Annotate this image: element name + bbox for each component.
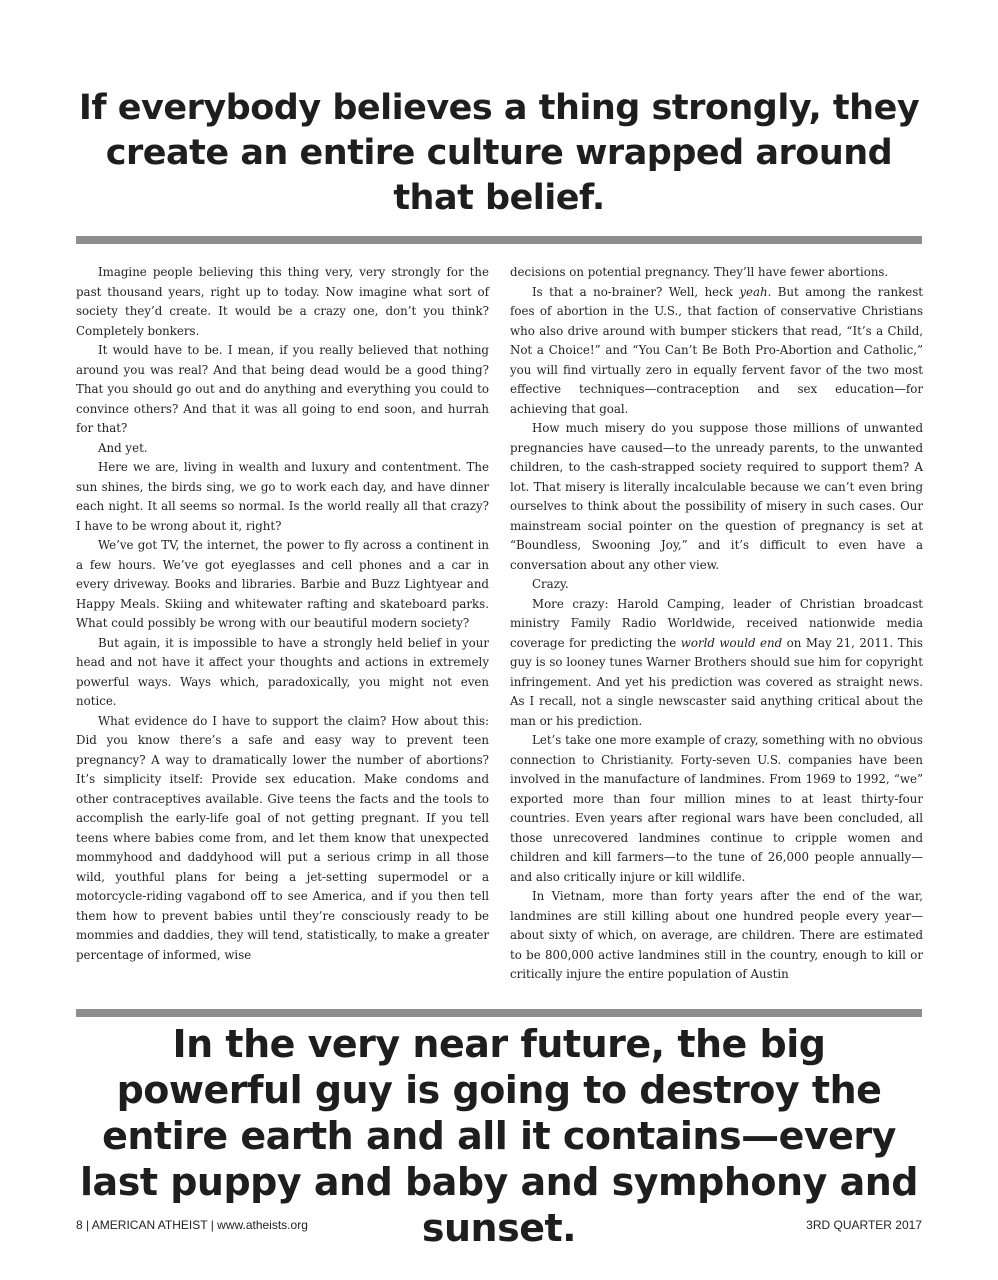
paragraph: We’ve got TV, the internet, the power to fly across a continent in a few hours. We’ve got eyeglasses and cell phones and a car in every driveway. Books and libraries. Barbie and Buzz Lightyear and Happy Meals. Skiing and whitewater rafting and skateboard parks. What could possibly be wrong with our beautiful modern society? [76, 538, 489, 630]
divider-bottom [76, 1009, 922, 1017]
divider-top [76, 236, 922, 244]
text-run: . But among the rankest foes of abortion in the U.S., that faction of conservative Christians who also drive around with bumper stickers that read, “It’s a Child, Not a Choice!” and “You Can’t Be Both Pro-Abortion and Catholic,” you will find virtually zero in equally fervent favor of the two most effective techniques—contraception and sex education—for achieving that goal. [510, 284, 923, 416]
paragraph: Let’s take one more example of crazy, something with no obvious connection to Christianity. Forty-seven U.S. companies have been involved in the manufacture of landmines. From 1969 to 1992, “we” exported more than four million mines to at least thirty-four countries. Even years after regional wars have been concluded, all those unrecovered landmines continue to cripple women and children and kill farmers—to the tune of 26,000 people annually—and also critically injure or kill wildlife. [510, 733, 923, 884]
paragraph: And yet. [98, 440, 148, 455]
paragraph: Imagine people believing this thing very, very strongly for the past thousand years, right up to today. Now imagine what sort of society they’d create. It would be a crazy one, don’t you think? Completely bonkers. [76, 265, 489, 338]
paragraph: It would have to be. I mean, if you really believed that nothing around you was real? And that being dead would be a good thing? That you should go out and do anything and everything you could to convince others? And that it was all going to end soon, and hurrah for that? [76, 343, 489, 435]
paragraph [510, 595, 923, 732]
paragraph-continuation: decisions on potential pregnancy. They’ll have fewer abortions. [510, 265, 889, 279]
pull-quote-bottom: In the very near future, the big powerful guy is going to destroy the entire earth and all it contains—every last puppy and baby and symphony and sunset. [80, 1022, 918, 1250]
left-column [76, 263, 489, 965]
paragraph [510, 283, 923, 420]
emphasis: world would end [680, 635, 783, 650]
footer-issue-date: 3RD QUARTER 2017 [806, 1218, 922, 1232]
paragraph: What evidence do I have to support the claim? How about this: Did you know there’s a safe and easy way to prevent teen pregnancy? A way to dramatically lower the number of abortions? It’s simplicity itself: Provide sex education. Make condoms and other contraceptives available. Give teens the facts and the tools to accomplish the early-life goal of not getting pregnant. If you tell teens where babies come from, and let them know that unexpected mommyhood and daddyhood will put a serious crimp in all those wild, youthful plans for being a jet-setting supermodel or a motorcycle-riding vagabond off to see America, and if you then tell them how to prevent babies until they’re consciously ready to be mommies and daddies, they will tend, statistically, to make a greater percentage of informed, wise [76, 713, 489, 962]
emphasis: yeah [739, 284, 768, 299]
text-run: Is that a no-brainer? Well, heck [532, 284, 740, 299]
paragraph: But again, it is impossible to have a strongly held belief in your head and not have it affect your thoughts and actions in extremely powerful ways. Ways which, paradoxically, you might not even notice. [76, 635, 489, 708]
paragraph: In Vietnam, more than forty years after the end of the war, landmines are still killing about one hundred people every year—about sixty of which, on average, are children. There are estimated to be 800,000 active landmines still in the country, enough to kill or critically injure the entire population of Austin [510, 889, 923, 981]
footer-page-info: 8 | AMERICAN ATHEIST | www.atheists.org [76, 1218, 308, 1232]
text-run: on May 21, 2011. This guy is so looney tunes Warner Brothers should sue him for copyright infringement. And yet his prediction was covered as straight news. As I recall, not a single newscaster said anything critical about the man or his prediction. [510, 635, 923, 728]
right-column [510, 263, 923, 985]
paragraph: How much misery do you suppose those millions of unwanted pregnancies have caused—to the unready parents, to the unwanted children, to the cash-strapped society required to support them? A lot. That misery is literally incalculable because we can’t even bring ourselves to think about the possibility of misery in such cases. Our mainstream social pointer on the question of pregnancy is set at “Boundless, Swooning Joy,” and it’s difficult to even have a conversation about any other view. [510, 421, 923, 572]
pull-quote-top: If everybody believes a thing strongly, they create an entire culture wrapped around that belief. [78, 88, 920, 218]
paragraph: Crazy. [532, 577, 569, 591]
text-run: More crazy: Harold Camping, leader of Christian broadcast ministry Family Radio Worldwide, received nationwide media coverage for predicting the [510, 596, 923, 650]
paragraph: Here we are, living in wealth and luxury and contentment. The sun shines, the birds sing, we go to work each day, and have dinner each night. It all seems so normal. Is the world really all that crazy? I have to be wrong about it, right? [76, 460, 489, 533]
